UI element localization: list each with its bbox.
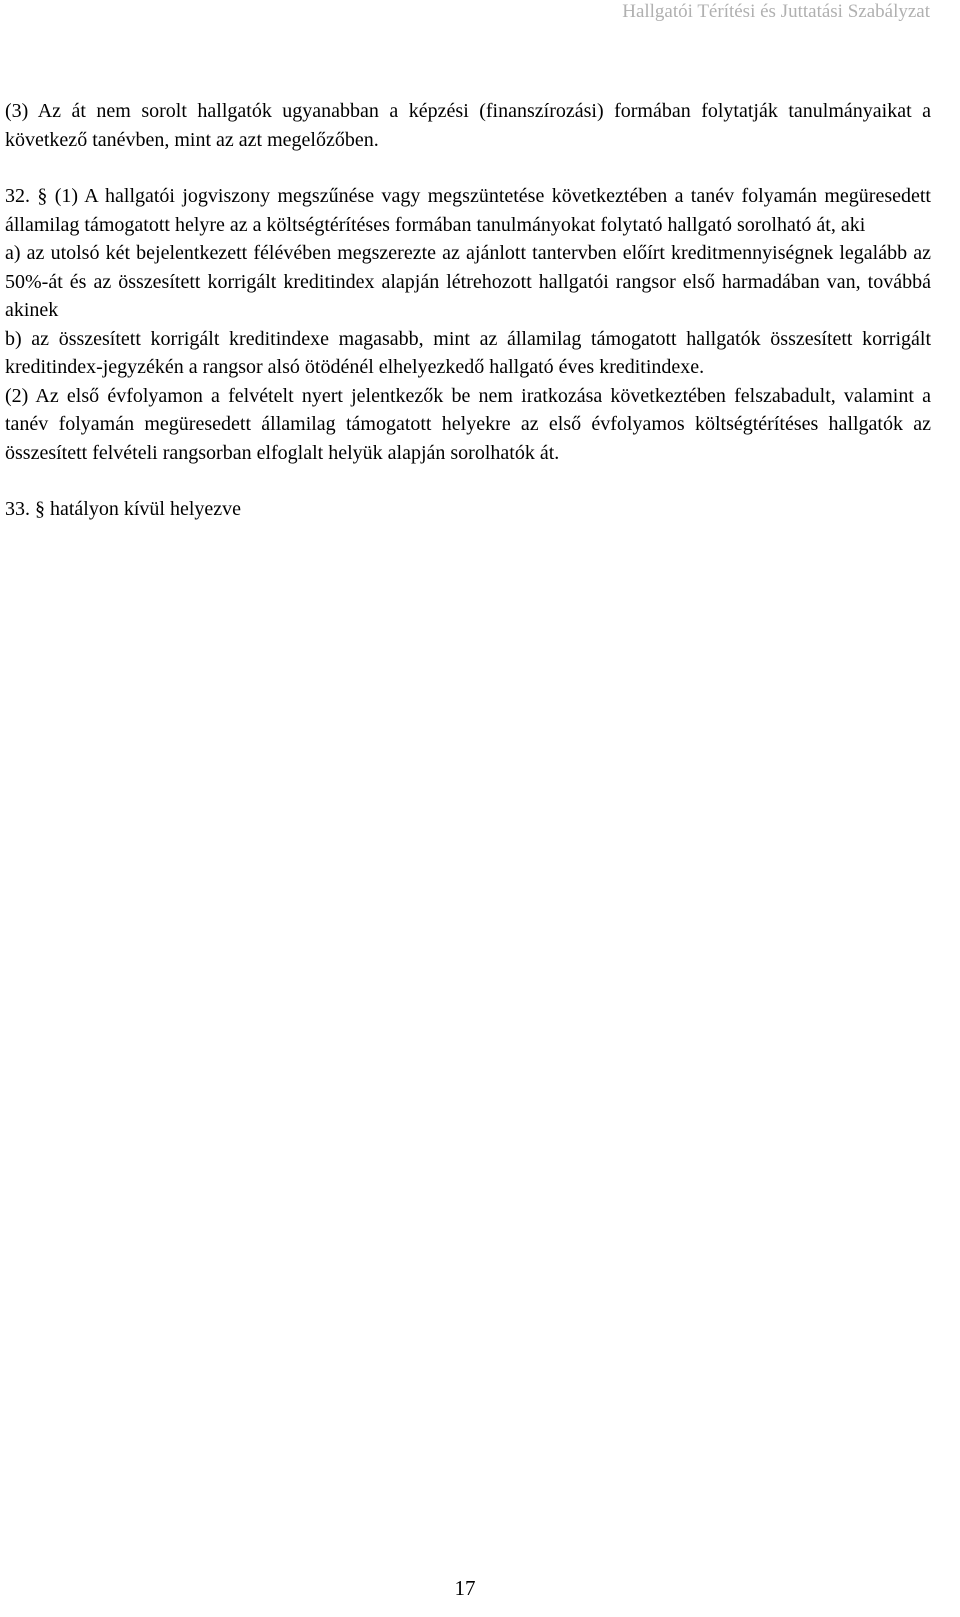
running-header: Hallgatói Térítési és Juttatási Szabályzat xyxy=(622,1,930,22)
paragraph-32-2: (2) Az első évfolyamon a felvételt nyert jelentkezők be nem iratkozása következtében felszabadult, valamint a tanév folyamán megüresedett államilag támogatott helyekre az első évfolyamos költségtérítéses hallgatók az összesített felvételi rangsorban elfoglalt helyük alapján sorolhatók át. xyxy=(5,384,931,464)
page-number: 17 xyxy=(454,1576,476,1600)
paragraph-spacer xyxy=(5,154,931,182)
paragraph-32-1-a: a) az utolsó két bejelentkezett félévében megszerezte az ajánlott tantervben előírt kreditmennyiségnek legalább az 50%-át és az összesített korrigált kreditindex alapján létrehozott hallgatói rangsor első harmadában van, továbbá akinek xyxy=(5,242,931,321)
paragraph-32-1: 32. § (1) A hallgatói jogviszony megszűnése vagy megszüntetése következtében a tanév folyamán megüresedett államilag támogatott helyre az a költségtérítéses formában tanulmányokat folytató hallgató sorolható át, aki xyxy=(5,185,931,236)
document-body xyxy=(5,97,931,524)
paragraph-spacer xyxy=(5,467,931,495)
paragraph-31-3: (3) Az át nem sorolt hallgatók ugyanabban a képzési (finanszírozási) formában folytatják tanulmányaikat a következő tanévben, mint az azt megelőzőben. xyxy=(5,100,931,151)
paragraph-33: 33. § hatályon kívül helyezve xyxy=(5,498,242,520)
paragraph-32-1-b: b) az összesített korrigált kreditindexe magasabb, mint az államilag támogatott hallgatók összesített korrigált kreditindex-jegyzékén a rangsor alsó ötödénél elhelyezkedő hallgató éves kreditindexe. xyxy=(5,327,931,378)
